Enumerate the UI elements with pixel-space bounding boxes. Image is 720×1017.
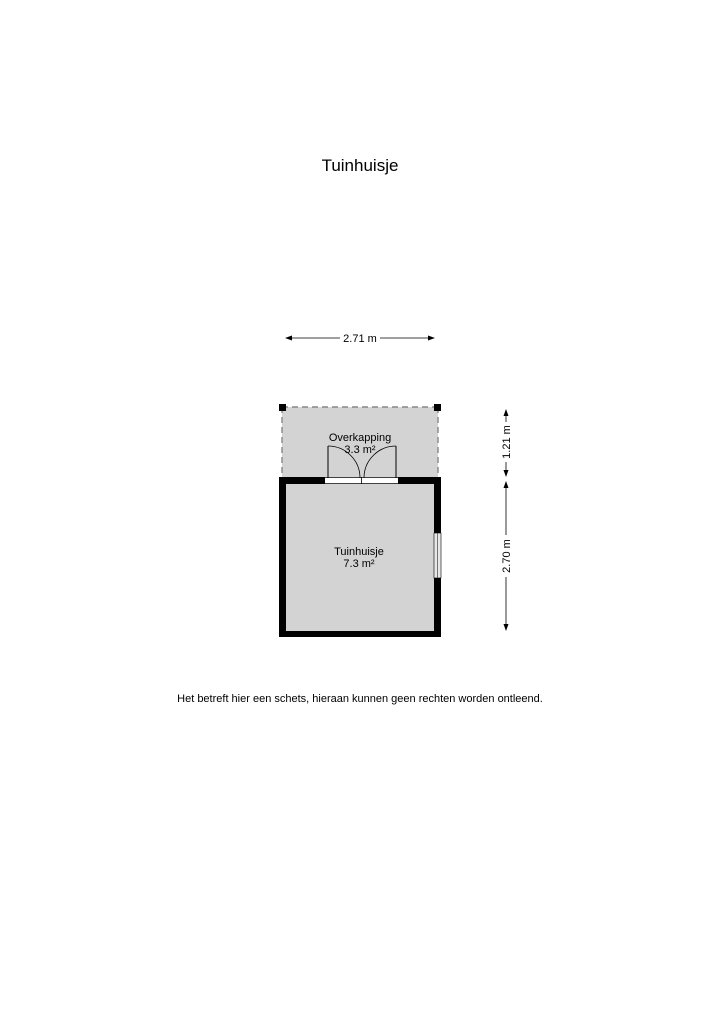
room-area-tuinhuisje: 7.3 m² (343, 558, 375, 570)
dimension-width-label: 2.71 m (343, 333, 377, 345)
dimension-overkapping-label: 1.21 m (501, 425, 513, 459)
dimension-tuinhuisje-depth (501, 481, 513, 631)
room-label-overkapping: Overkapping (328, 432, 392, 444)
window-right (434, 533, 441, 578)
dimension-width (285, 333, 435, 345)
room-label-tuinhuisje: Tuinhuisje (334, 546, 384, 558)
dimension-overkapping-depth (501, 409, 513, 477)
plan-title: Tuinhuisje (321, 156, 399, 175)
room-area-overkapping: 3.3 m² (344, 444, 376, 456)
disclaimer-text: Het betreft hier een schets, hieraan kunnen geen rechten worden ontleend. (177, 693, 543, 705)
dimension-tuinhuisje-label: 2.70 m (501, 539, 513, 573)
